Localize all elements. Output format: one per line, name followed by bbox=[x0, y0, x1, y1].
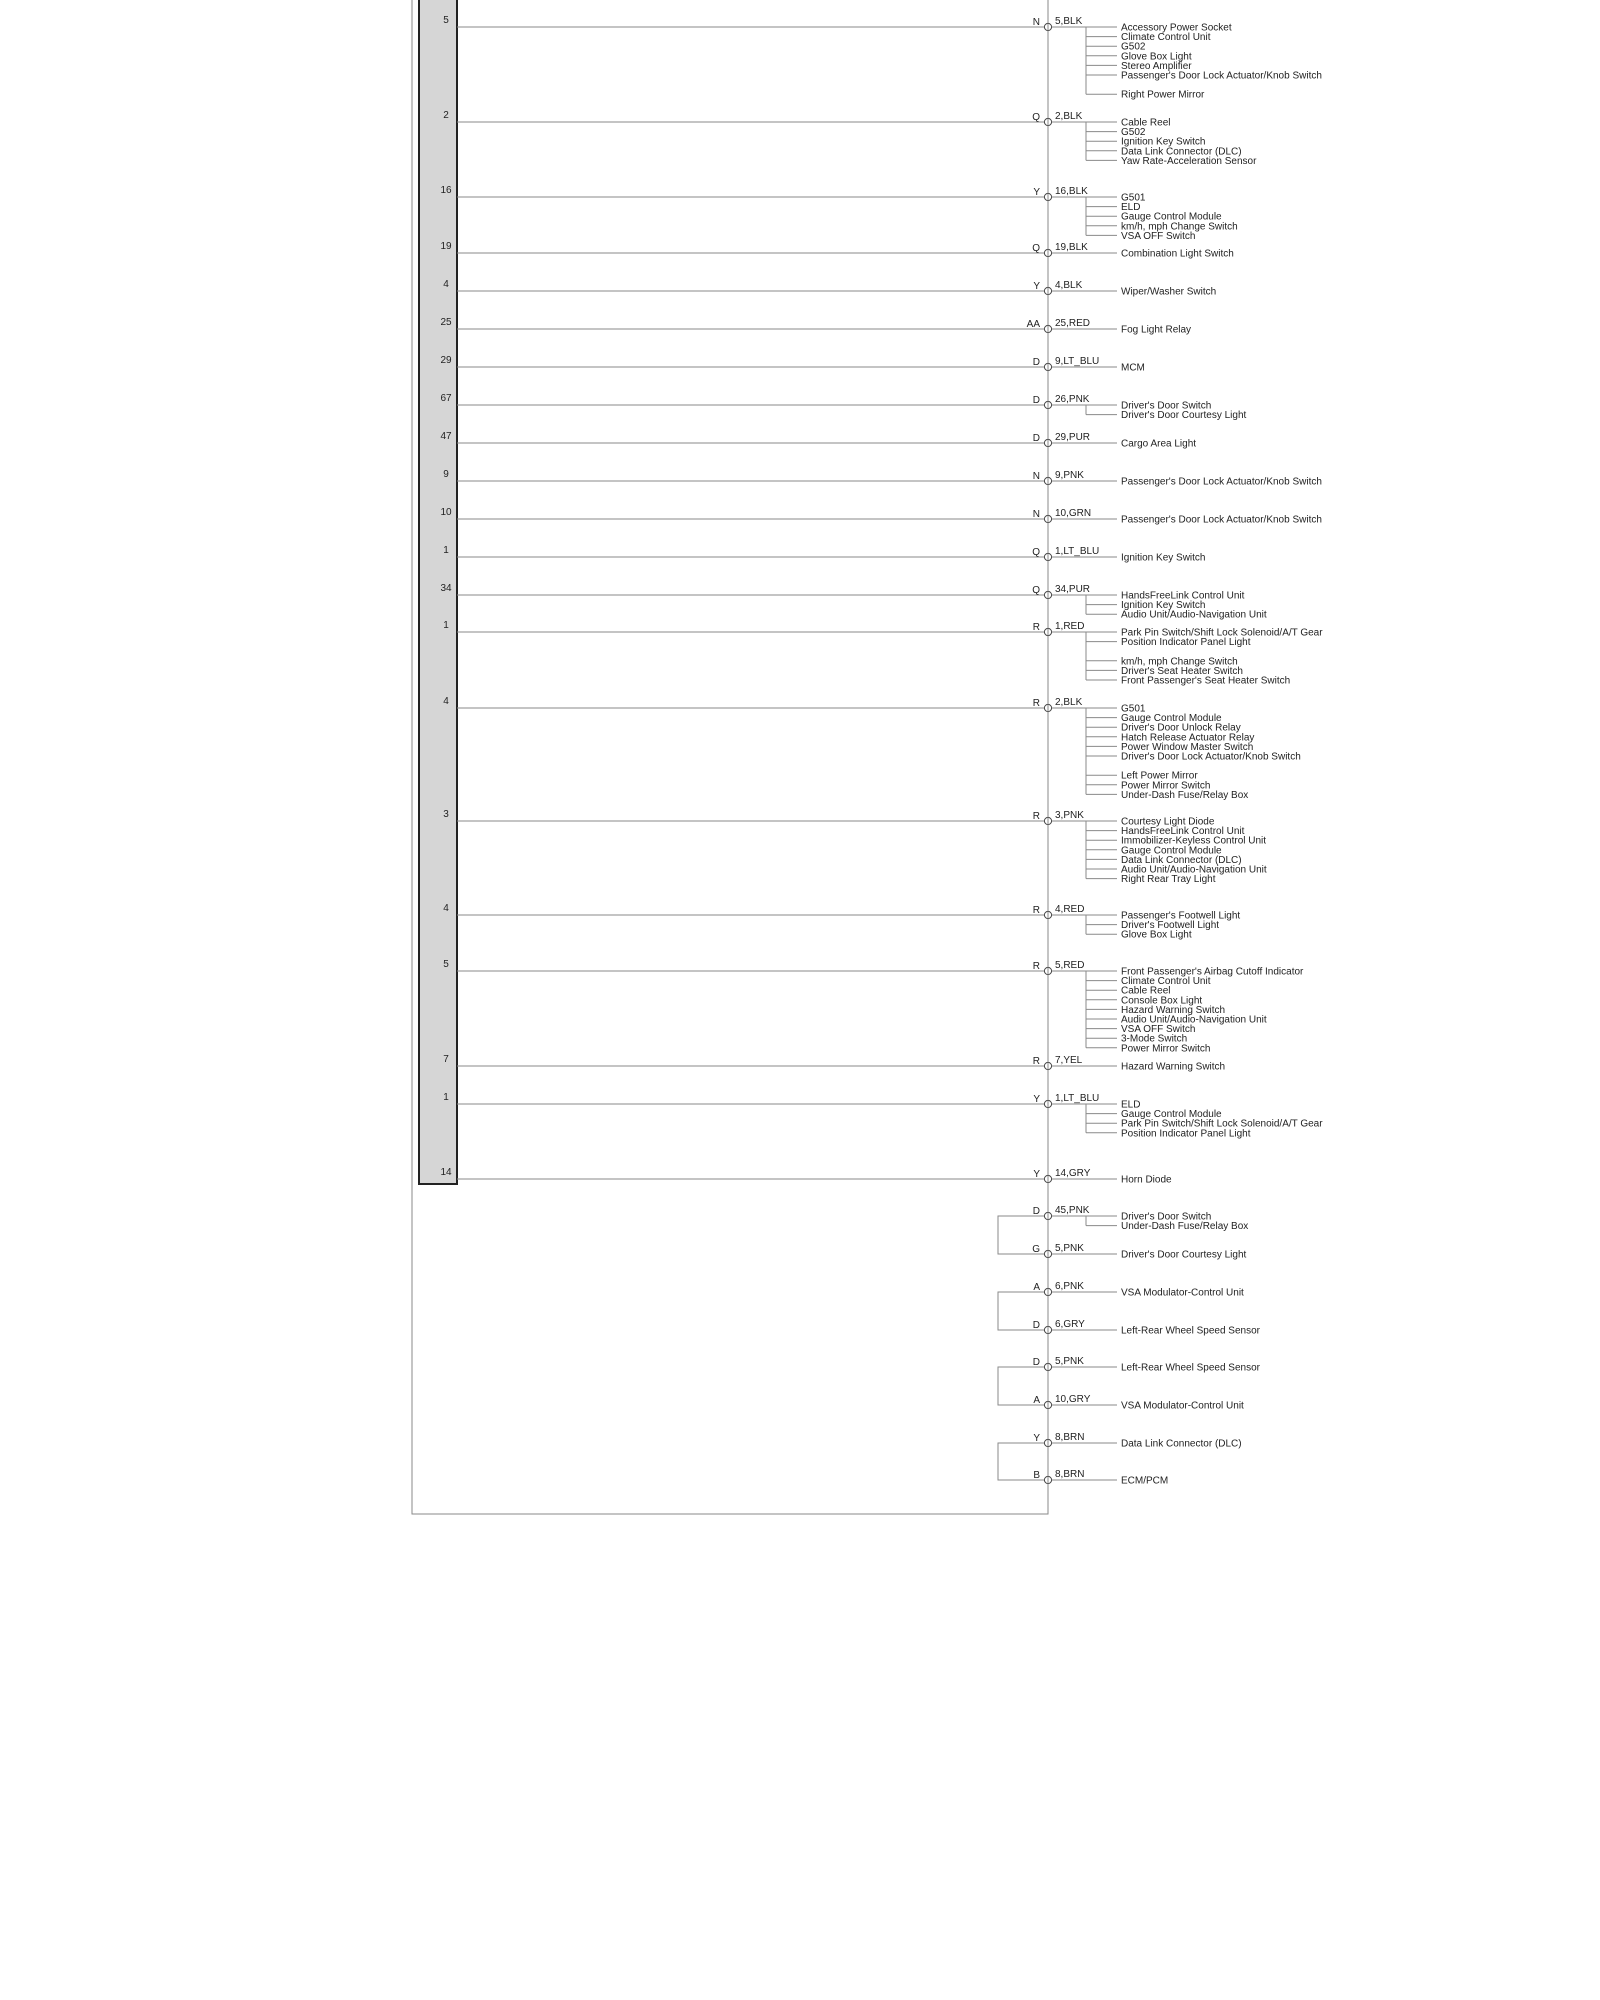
destination-label: Under-Dash Fuse/Relay Box bbox=[1121, 1221, 1249, 1233]
destination-label: ELD bbox=[1121, 202, 1141, 214]
destination-label: Cable Reel bbox=[1121, 117, 1171, 129]
connector-id-label: D bbox=[1032, 1357, 1040, 1368]
connector-id-label: Q bbox=[1032, 243, 1040, 254]
destination-label: Right Power Mirror bbox=[1121, 89, 1205, 101]
circuit-connector bbox=[1044, 591, 1051, 598]
circuit-row bbox=[443, 620, 1323, 687]
source-pin-label: 14 bbox=[440, 1167, 452, 1178]
destination-label: Position Indicator Panel Light bbox=[1121, 1128, 1251, 1140]
source-pin-label: 34 bbox=[440, 583, 452, 594]
connector-id-label: G bbox=[1032, 1244, 1040, 1255]
connector-id-label: D bbox=[1032, 1320, 1040, 1331]
circuit-connector bbox=[1044, 553, 1051, 560]
jumper-row bbox=[1033, 1205, 1249, 1232]
destination-label: Hazard Warning Switch bbox=[1121, 1004, 1226, 1016]
destination-label: MCM bbox=[1121, 362, 1145, 374]
wire-label: 2,BLK bbox=[1055, 111, 1083, 122]
source-pin-label: 3 bbox=[443, 809, 449, 820]
circuit-row bbox=[440, 185, 1237, 242]
wire-label: 16,BLK bbox=[1055, 186, 1088, 197]
connector-id-label: Y bbox=[1033, 281, 1040, 292]
circuit-row bbox=[443, 809, 1267, 885]
source-pin-label: 9 bbox=[443, 469, 449, 480]
destination-label: Glove Box Light bbox=[1121, 51, 1192, 63]
circuit-connector bbox=[1044, 439, 1051, 446]
jumper-connector bbox=[1044, 1439, 1051, 1446]
circuit-connector bbox=[1044, 23, 1051, 30]
wire-label: 7,YEL bbox=[1055, 1055, 1083, 1066]
destination-label: Driver's Door Unlock Relay bbox=[1121, 722, 1241, 734]
connector-id-label: R bbox=[1032, 698, 1040, 709]
destination-label: Park Pin Switch/Shift Lock Solenoid/A/T Gear bbox=[1121, 627, 1323, 639]
destination-label: Gauge Control Module bbox=[1121, 845, 1222, 857]
jumper-row bbox=[1033, 1319, 1261, 1337]
destination-label: ECM/PCM bbox=[1121, 1475, 1169, 1487]
destination-label: Climate Control Unit bbox=[1121, 32, 1211, 44]
destination-label: HandsFreeLink Control Unit bbox=[1121, 826, 1245, 838]
source-pin-label: 5 bbox=[443, 15, 449, 26]
wire-label: 9,PNK bbox=[1055, 470, 1084, 481]
destination-label: Power Window Master Switch bbox=[1121, 741, 1254, 753]
circuit-connector bbox=[1044, 325, 1051, 332]
circuit-row bbox=[443, 545, 1205, 564]
connector-id-label: R bbox=[1032, 1056, 1040, 1067]
connector-id-label: R bbox=[1032, 905, 1040, 916]
connector-id-label: D bbox=[1032, 357, 1040, 368]
connector-id-label: AA bbox=[1026, 319, 1040, 330]
circuit-row bbox=[443, 1054, 1225, 1073]
destination-label: Passenger's Footwell Light bbox=[1121, 910, 1241, 922]
circuit-row bbox=[443, 15, 1322, 101]
connector-id-label: Y bbox=[1033, 1094, 1040, 1105]
circuit-connector bbox=[1044, 704, 1051, 711]
destination-label: 3-Mode Switch bbox=[1121, 1033, 1188, 1045]
circuit-row bbox=[440, 583, 1266, 621]
wire-label: 26,PNK bbox=[1055, 394, 1090, 405]
circuit-row bbox=[440, 507, 1321, 526]
destination-label: Driver's Door Lock Actuator/Knob Switch bbox=[1121, 751, 1301, 763]
destination-label: Cable Reel bbox=[1121, 985, 1171, 997]
wire-label: 1,LT_BLU bbox=[1055, 1093, 1100, 1104]
connector-id-label: A bbox=[1033, 1395, 1040, 1406]
destination-label: VSA Modulator-Control Unit bbox=[1121, 1400, 1244, 1412]
source-pin-label: 1 bbox=[443, 620, 449, 631]
circuit-row bbox=[443, 696, 1301, 801]
circuit-row bbox=[443, 469, 1322, 488]
jumper-row bbox=[1033, 1469, 1168, 1487]
source-pin-label: 47 bbox=[440, 431, 452, 442]
circuit-connector bbox=[1044, 1100, 1051, 1107]
destination-label: Passenger's Door Lock Actuator/Knob Switch bbox=[1121, 476, 1322, 488]
destination-label: Yaw Rate-Acceleration Sensor bbox=[1121, 155, 1257, 167]
jumper-connector bbox=[1044, 1288, 1051, 1295]
destination-label: Front Passenger's Seat Heater Switch bbox=[1121, 675, 1291, 687]
source-pin-label: 5 bbox=[443, 959, 449, 970]
jumper-row bbox=[1033, 1281, 1244, 1299]
circuit-connector bbox=[1044, 193, 1051, 200]
wire-label: 10,GRN bbox=[1055, 508, 1092, 519]
destination-label: Position Indicator Panel Light bbox=[1121, 637, 1251, 649]
destination-label: Stereo Amplifier bbox=[1121, 60, 1192, 72]
circuit-connector bbox=[1044, 1175, 1051, 1182]
destination-label: Front Passenger's Airbag Cutoff Indicator bbox=[1121, 966, 1304, 978]
destination-label: Hazard Warning Switch bbox=[1121, 1061, 1226, 1073]
connector-id-label: Q bbox=[1032, 112, 1040, 123]
destination-label: Combination Light Switch bbox=[1121, 248, 1234, 260]
source-pin-label: 4 bbox=[443, 903, 449, 914]
destination-label: Driver's Door Switch bbox=[1121, 400, 1212, 412]
source-pin-label: 10 bbox=[440, 507, 452, 518]
source-pin-label: 4 bbox=[443, 279, 449, 290]
destination-label: Glove Box Light bbox=[1121, 929, 1192, 941]
wire-label: 14,GRY bbox=[1055, 1168, 1091, 1179]
destination-label: Passenger's Door Lock Actuator/Knob Switch bbox=[1121, 514, 1322, 526]
circuit-connector bbox=[1044, 1062, 1051, 1069]
circuit-row bbox=[443, 903, 1240, 941]
circuit-row bbox=[440, 431, 1196, 450]
source-pin-label: 19 bbox=[440, 241, 452, 252]
circuit-row bbox=[443, 1092, 1323, 1139]
circuit-row bbox=[440, 317, 1191, 336]
wire-label: 10,GRY bbox=[1055, 1394, 1091, 1405]
destination-label: Audio Unit/Audio-Navigation Unit bbox=[1121, 864, 1267, 876]
circuit-group bbox=[440, 15, 1323, 1186]
circuit-connector bbox=[1044, 287, 1051, 294]
circuit-connector bbox=[1044, 249, 1051, 256]
connector-id-label: B bbox=[1033, 1470, 1040, 1481]
connector-id-label: N bbox=[1032, 509, 1040, 520]
wire-label: 19,BLK bbox=[1055, 242, 1088, 253]
circuit-row bbox=[443, 110, 1257, 167]
destination-label: km/h, mph Change Switch bbox=[1121, 221, 1238, 233]
circuit-connector bbox=[1044, 363, 1051, 370]
destination-label: Courtesy Light Diode bbox=[1121, 816, 1215, 828]
destination-label: VSA Modulator-Control Unit bbox=[1121, 1287, 1244, 1299]
wire-label: 29,PUR bbox=[1055, 432, 1091, 443]
jumper-group bbox=[998, 1205, 1261, 1487]
destination-label: Cargo Area Light bbox=[1121, 438, 1197, 450]
wire-label: 8,BRN bbox=[1055, 1469, 1085, 1480]
diagram-frame bbox=[412, 0, 1048, 1514]
connector-id-label: Y bbox=[1033, 187, 1040, 198]
destination-label: Gauge Control Module bbox=[1121, 713, 1222, 725]
destination-label: HandsFreeLink Control Unit bbox=[1121, 590, 1245, 602]
circuit-connector bbox=[1044, 401, 1051, 408]
jumper-connector bbox=[1044, 1250, 1051, 1257]
connector-id-label: Q bbox=[1032, 585, 1040, 596]
jumper-row bbox=[1032, 1243, 1246, 1261]
source-pin-label: 1 bbox=[443, 545, 449, 556]
source-pin-label: 7 bbox=[443, 1054, 449, 1065]
destination-label: Audio Unit/Audio-Navigation Unit bbox=[1121, 1014, 1267, 1026]
destination-label: Power Mirror Switch bbox=[1121, 1043, 1211, 1055]
wire-label: 8,BRN bbox=[1055, 1432, 1085, 1443]
destination-label: ELD bbox=[1121, 1099, 1141, 1111]
destination-label: Audio Unit/Audio-Navigation Unit bbox=[1121, 609, 1267, 621]
wire-label: 25,RED bbox=[1055, 318, 1091, 329]
destination-label: Ignition Key Switch bbox=[1121, 600, 1206, 612]
destination-label: Left-Rear Wheel Speed Sensor bbox=[1121, 1362, 1260, 1374]
connector-id-label: D bbox=[1032, 395, 1040, 406]
circuit-row bbox=[440, 355, 1144, 374]
destination-label: G501 bbox=[1121, 703, 1146, 715]
destination-label: VSA OFF Switch bbox=[1121, 1024, 1196, 1036]
destination-label: km/h, mph Change Switch bbox=[1121, 656, 1238, 668]
destination-label: Data Link Connector (DLC) bbox=[1121, 1438, 1242, 1450]
connector-id-label: Y bbox=[1033, 1169, 1040, 1180]
destination-label: Fog Light Relay bbox=[1121, 324, 1192, 336]
connector-id-label: D bbox=[1032, 433, 1040, 444]
destination-label: Immobilizer-Keyless Control Unit bbox=[1121, 835, 1267, 847]
wire-label: 5,PNK bbox=[1055, 1243, 1084, 1254]
source-pin-label: 67 bbox=[440, 393, 452, 404]
wire-label: 3,PNK bbox=[1055, 810, 1084, 821]
wire-label: 5,PNK bbox=[1055, 1356, 1084, 1367]
connector-id-label: A bbox=[1033, 1282, 1040, 1293]
source-pin-label: 25 bbox=[440, 317, 452, 328]
destination-label: Gauge Control Module bbox=[1121, 211, 1222, 223]
destination-label: Climate Control Unit bbox=[1121, 976, 1211, 988]
destination-label: Driver's Seat Heater Switch bbox=[1121, 665, 1243, 677]
jumper-row bbox=[1033, 1432, 1241, 1450]
source-pin-label: 16 bbox=[440, 185, 452, 196]
jumper-connector bbox=[1044, 1212, 1051, 1219]
connector-id-label: Q bbox=[1032, 547, 1040, 558]
wire-label: 9,LT_BLU bbox=[1055, 356, 1100, 367]
jumper-connector bbox=[1044, 1363, 1051, 1370]
connector-id-label: R bbox=[1032, 622, 1040, 633]
destination-label: Park Pin Switch/Shift Lock Solenoid/A/T Gear bbox=[1121, 1118, 1323, 1130]
destination-label: Horn Diode bbox=[1121, 1174, 1172, 1186]
destination-label: Passenger's Door Lock Actuator/Knob Switch bbox=[1121, 70, 1322, 82]
source-pin-label: 4 bbox=[443, 696, 449, 707]
jumper-connector bbox=[1044, 1476, 1051, 1483]
destination-label: Right Rear Tray Light bbox=[1121, 874, 1216, 886]
destination-label: Left-Rear Wheel Speed Sensor bbox=[1121, 1325, 1260, 1337]
destination-label: Ignition Key Switch bbox=[1121, 136, 1206, 148]
destination-label: Driver's Door Courtesy Light bbox=[1121, 410, 1247, 422]
destination-label: G502 bbox=[1121, 127, 1146, 139]
circuit-connector bbox=[1044, 118, 1051, 125]
wire-label: 4,RED bbox=[1055, 904, 1085, 915]
destination-label: VSA OFF Switch bbox=[1121, 230, 1196, 242]
destination-label: G502 bbox=[1121, 41, 1146, 53]
connector-id-label: D bbox=[1032, 1206, 1040, 1217]
destination-label: Gauge Control Module bbox=[1121, 1109, 1222, 1121]
destination-label: Accessory Power Socket bbox=[1121, 22, 1232, 34]
jumper-connector bbox=[1044, 1326, 1051, 1333]
wire-label: 45,PNK bbox=[1055, 1205, 1090, 1216]
wire-label: 1,LT_BLU bbox=[1055, 546, 1100, 557]
jumper-row bbox=[1033, 1394, 1244, 1412]
circuit-row bbox=[443, 959, 1304, 1054]
source-pin-label: 2 bbox=[443, 110, 449, 121]
wire-label: 4,BLK bbox=[1055, 280, 1083, 291]
connector-id-label: R bbox=[1032, 961, 1040, 972]
circuit-row bbox=[440, 1167, 1172, 1186]
source-pin-label: 1 bbox=[443, 1092, 449, 1103]
circuit-row bbox=[440, 393, 1246, 421]
destination-label: Data Link Connector (DLC) bbox=[1121, 854, 1242, 866]
circuit-connector bbox=[1044, 911, 1051, 918]
connector-id-label: N bbox=[1032, 17, 1040, 28]
circuit-connector bbox=[1044, 628, 1051, 635]
connector-id-label: R bbox=[1032, 811, 1040, 822]
circuit-connector bbox=[1044, 817, 1051, 824]
wire-label: 6,GRY bbox=[1055, 1319, 1085, 1330]
destination-label: G501 bbox=[1121, 192, 1146, 204]
wire-label: 34,PUR bbox=[1055, 584, 1091, 595]
destination-label: Left Power Mirror bbox=[1121, 770, 1198, 782]
destination-label: Ignition Key Switch bbox=[1121, 552, 1206, 564]
source-pin-label: 29 bbox=[440, 355, 452, 366]
destination-label: Driver's Footwell Light bbox=[1121, 920, 1220, 932]
connector-id-label: N bbox=[1032, 471, 1040, 482]
wire-label: 6,PNK bbox=[1055, 1281, 1084, 1292]
circuit-connector bbox=[1044, 967, 1051, 974]
jumper-row bbox=[1033, 1356, 1261, 1374]
destination-label: Wiper/Washer Switch bbox=[1121, 286, 1217, 298]
wire-label: 2,BLK bbox=[1055, 697, 1083, 708]
circuit-connector bbox=[1044, 515, 1051, 522]
connector-id-label: Y bbox=[1033, 1433, 1040, 1444]
destination-label: Driver's Door Switch bbox=[1121, 1211, 1212, 1223]
circuit-connector bbox=[1044, 477, 1051, 484]
destination-label: Data Link Connector (DLC) bbox=[1121, 146, 1242, 158]
circuit-row bbox=[440, 241, 1233, 260]
wire-label: 1,RED bbox=[1055, 621, 1085, 632]
destination-label: Under-Dash Fuse/Relay Box bbox=[1121, 789, 1249, 801]
wire-label: 5,BLK bbox=[1055, 16, 1083, 27]
destination-label: Power Mirror Switch bbox=[1121, 780, 1211, 792]
circuit-row bbox=[443, 279, 1216, 298]
destination-label: Hatch Release Actuator Relay bbox=[1121, 732, 1255, 744]
destination-label: Console Box Light bbox=[1121, 995, 1203, 1007]
jumper-connector bbox=[1044, 1401, 1051, 1408]
wire-label: 5,RED bbox=[1055, 960, 1085, 971]
destination-label: Driver's Door Courtesy Light bbox=[1121, 1249, 1247, 1261]
